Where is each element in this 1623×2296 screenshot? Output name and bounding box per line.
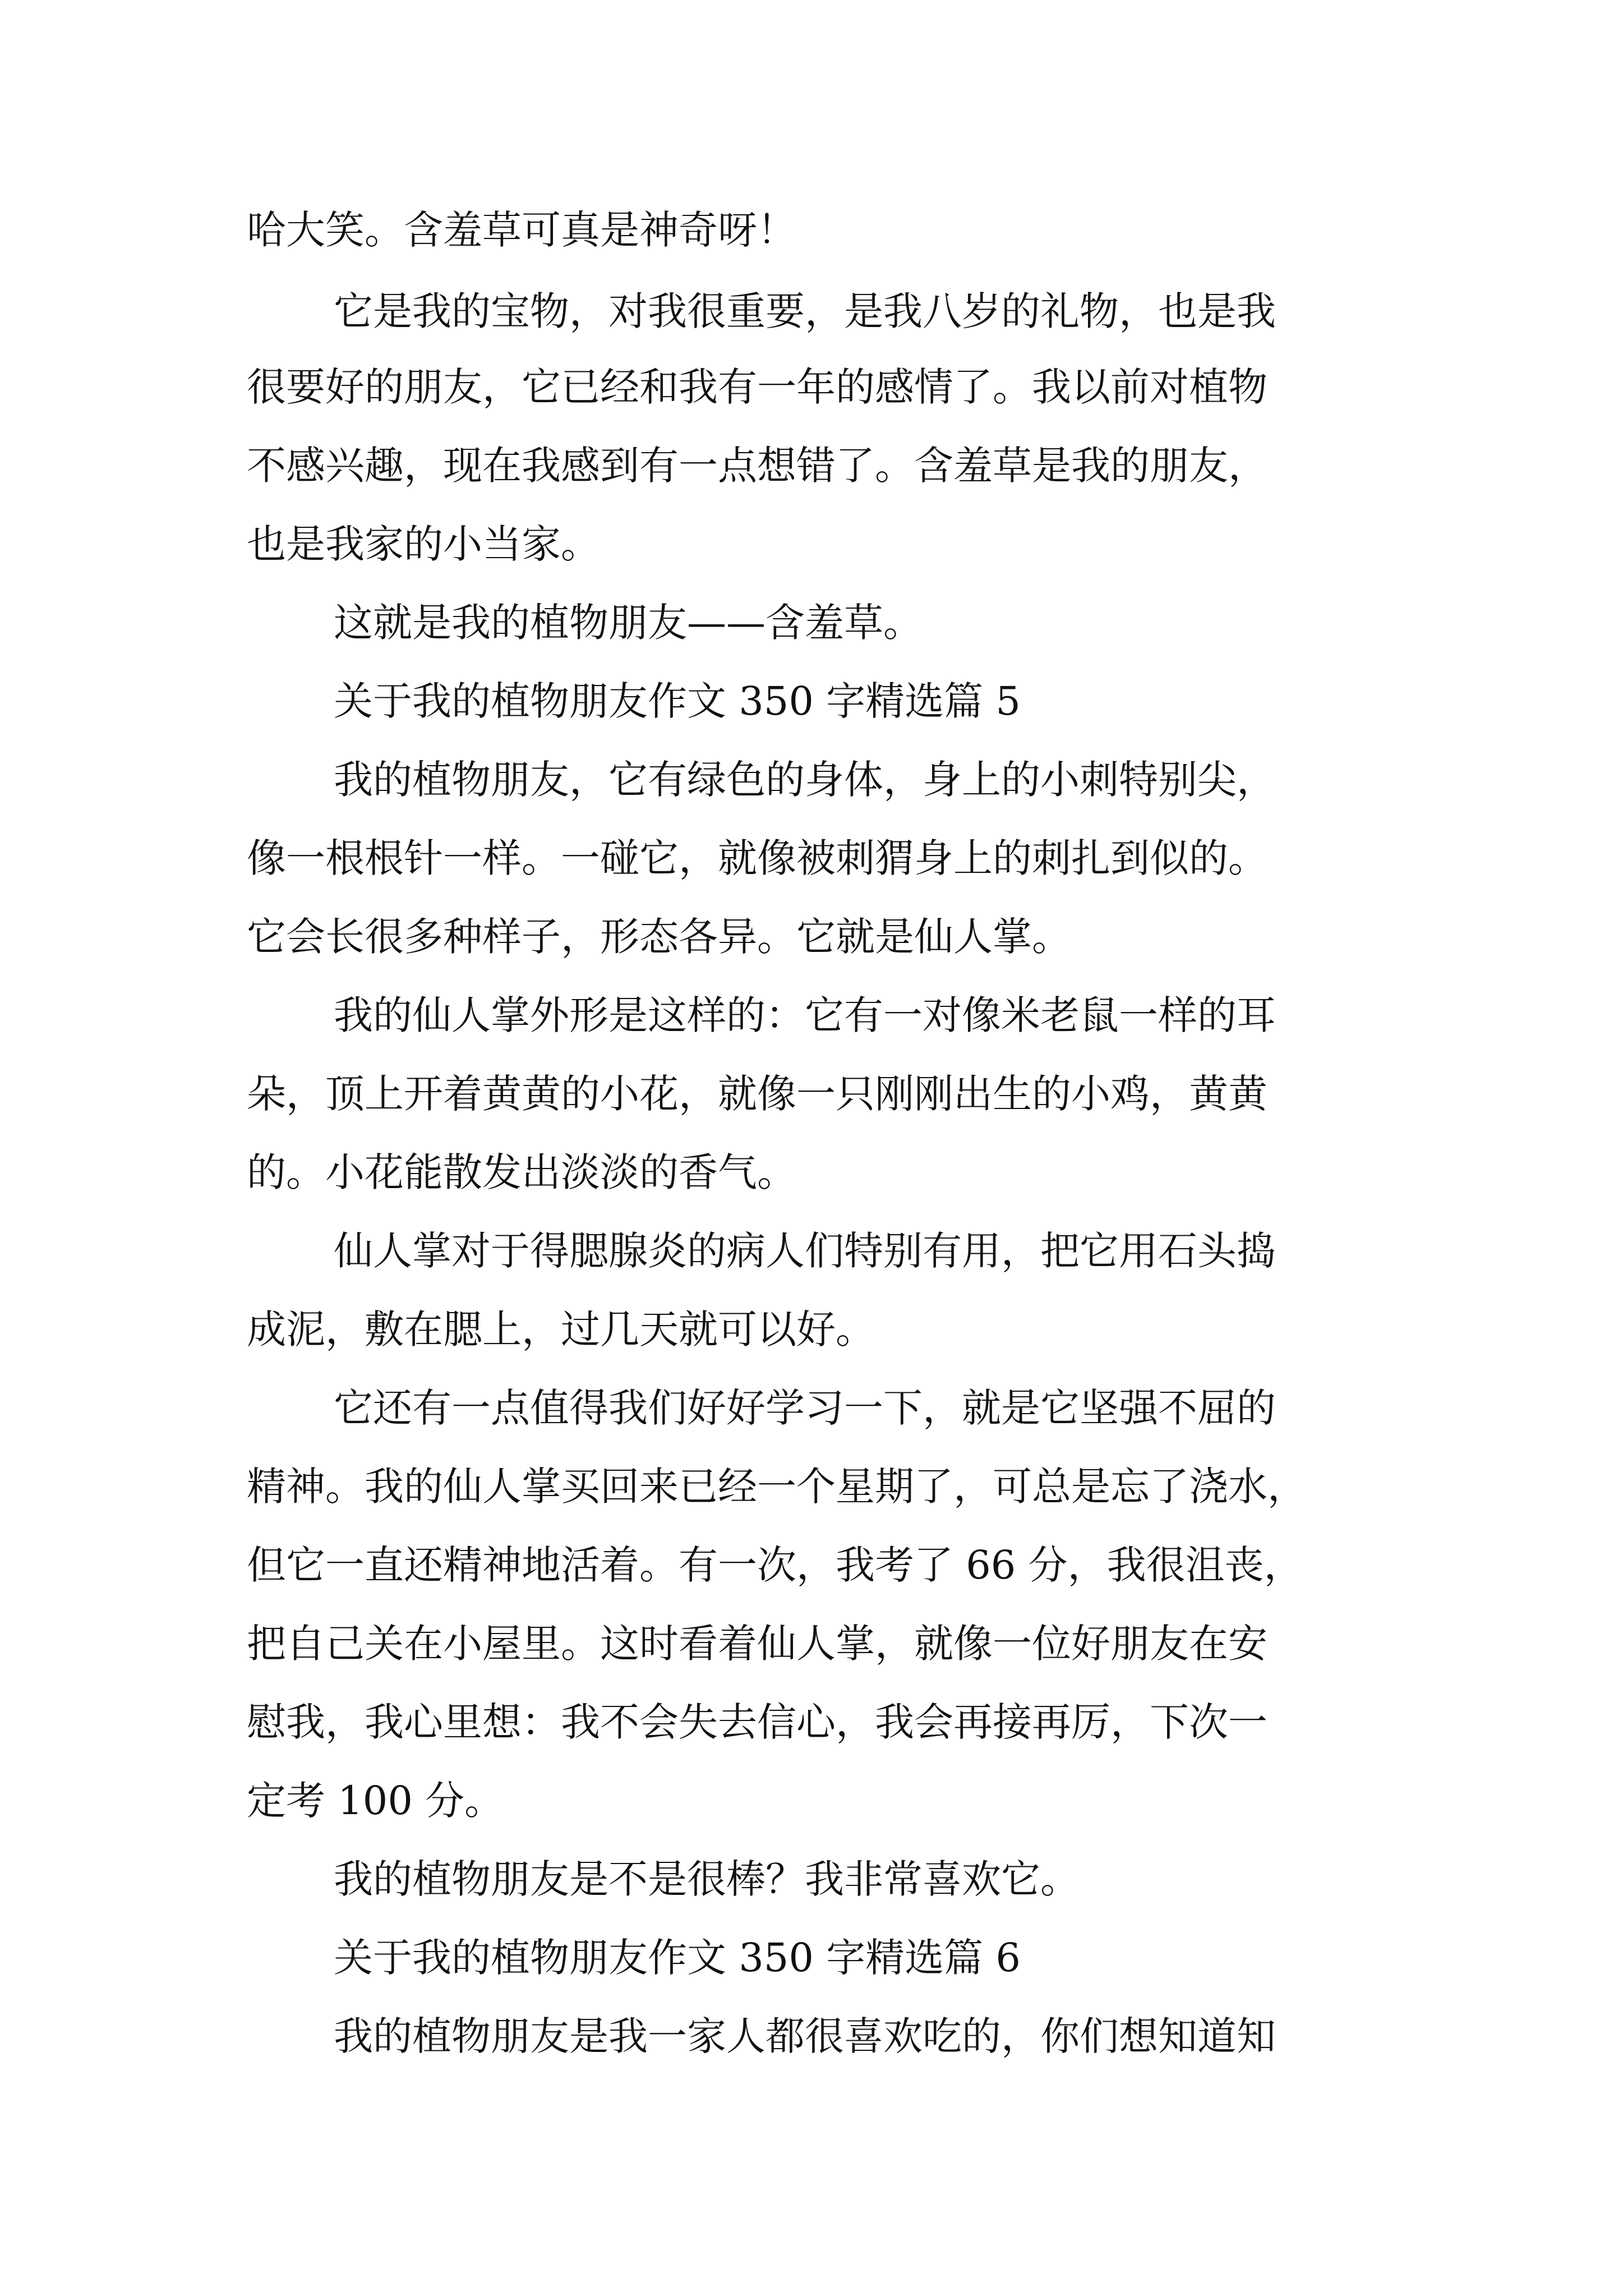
- text-line: 我的仙人掌外形是这样的：它有一对像米老鼠一样的耳: [334, 992, 1276, 1038]
- text-line: 也是我家的小当家。: [247, 521, 600, 567]
- text-line: 把自己关在小屋里。这时看着仙人掌，就像一位好朋友在安: [247, 1621, 1267, 1667]
- text-line: 成泥，敷在腮上，过几天就可以好。: [247, 1306, 875, 1352]
- text-line: 我的植物朋友，它有绿色的身体，身上的小刺特别尖，: [334, 757, 1276, 803]
- section-heading: 关于我的植物朋友作文 350 字精选篇 6: [334, 1935, 1021, 1981]
- text-line: 它还有一点值得我们好好学习一下，就是它坚强不屈的: [334, 1385, 1276, 1431]
- text-line: 它会长很多种样子，形态各异。它就是仙人掌。: [247, 914, 1071, 960]
- text-line: 定考 100 分。: [247, 1778, 504, 1824]
- text-line: 哈大笑。含羞草可真是神奇呀！: [247, 207, 796, 253]
- text-line: 我的植物朋友是不是很棒？我非常喜欢它。: [334, 1856, 1080, 1902]
- text-line: 不感兴趣，现在我感到有一点想错了。含羞草是我的朋友，: [247, 443, 1267, 489]
- text-line: 这就是我的植物朋友——含羞草。: [334, 600, 923, 646]
- text-line: 慰我，我心里想：我不会失去信心，我会再接再厉，下次一: [247, 1699, 1267, 1745]
- text-line: 但它一直还精神地活着。有一次，我考了 66 分，我很沮丧，: [247, 1542, 1303, 1588]
- text-line: 仙人掌对于得腮腺炎的病人们特别有用，把它用石头捣: [334, 1228, 1276, 1274]
- text-line: 很要好的朋友，它已经和我有一年的感情了。我以前对植物: [247, 364, 1267, 410]
- text-line: 它是我的宝物，对我很重要，是我八岁的礼物，也是我: [334, 288, 1276, 334]
- text-line: 的。小花能散发出淡淡的香气。: [247, 1149, 796, 1195]
- text-line: 朵，顶上开着黄黄的小花，就像一只刚刚出生的小鸡，黄黄: [247, 1071, 1267, 1117]
- text-line: 精神。我的仙人掌买回来已经一个星期了，可总是忘了浇水，: [247, 1464, 1307, 1510]
- text-line: 我的植物朋友是我一家人都很喜欢吃的，你们想知道知: [334, 2013, 1276, 2059]
- text-line: 像一根根针一样。一碰它，就像被刺猬身上的刺扎到似的。: [247, 835, 1267, 881]
- section-heading: 关于我的植物朋友作文 350 字精选篇 5: [334, 678, 1021, 724]
